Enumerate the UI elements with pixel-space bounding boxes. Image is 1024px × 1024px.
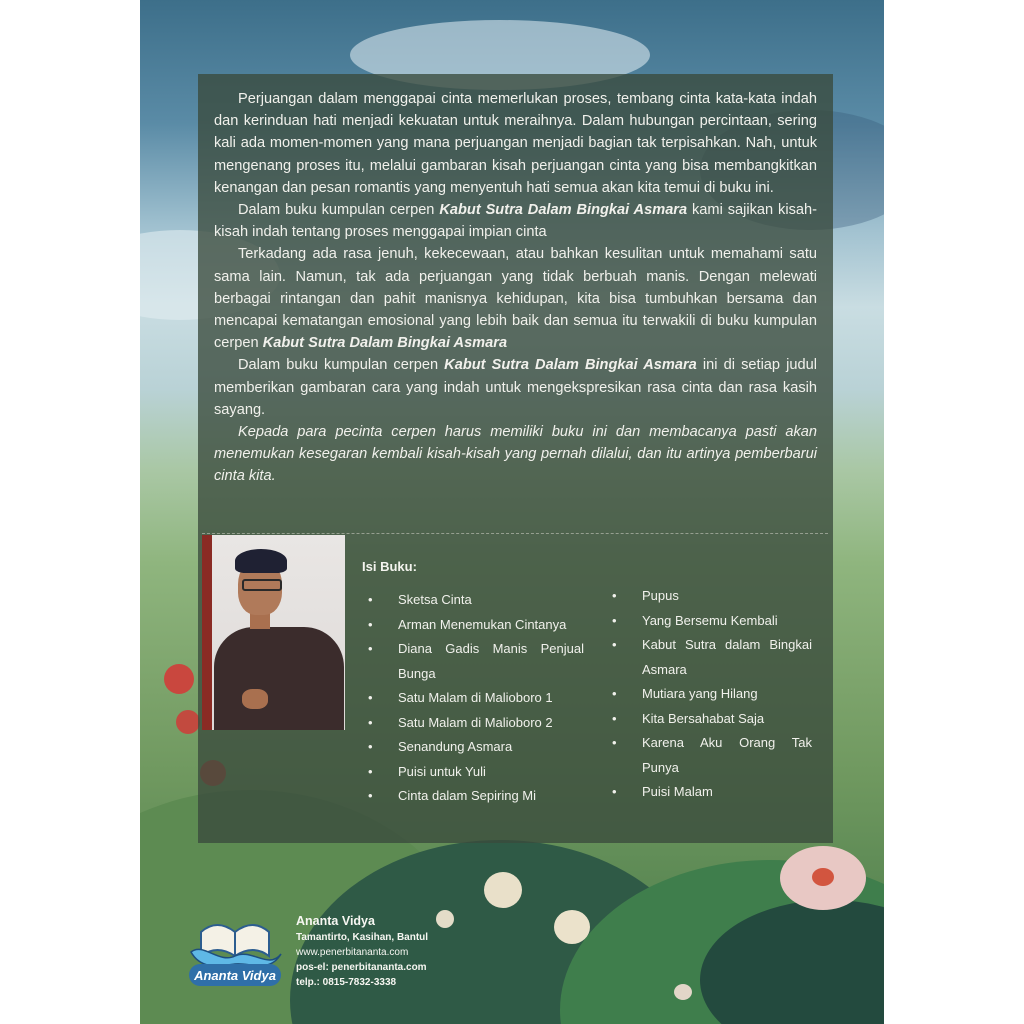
back-cover-blurb — [214, 88, 817, 488]
toc-item: • Karena Aku Orang Tak Punya — [606, 731, 812, 780]
toc-item: • Senandung Asmara — [362, 735, 584, 760]
toc-item: • Cinta dalam Sepiring Mi — [362, 784, 584, 809]
blurb-paragraph: Perjuangan dalam menggapai cinta memerlukan proses, tembang cinta kata-kata indah dan kerinduan hati menjadi kekuatan untuk meraihnya. Dalam hubungan percintaan, sering kali ada momen-momen yang mana perjuangan menjadi bagian tak terpisahkan. Nah, untuk mengenang proses itu, melalui gambaran kisah perjuangan cinta yang bisa membangkitkan kenangan dan pesan romantis yang menyentuh hati semua akan kita temui di buku ini. — [214, 91, 817, 196]
toc-item: • Arman Menemukan Cintanya — [362, 613, 584, 638]
publisher-address: Tamantirto, Kasihan, Bantul — [296, 932, 429, 943]
blurb-paragraph — [214, 199, 817, 243]
publisher-name: Ananta Vidya — [296, 914, 375, 928]
blurb-text: Dalam buku kumpulan cerpen — [238, 202, 440, 219]
flower-shape — [554, 910, 590, 944]
toc-list-right — [606, 584, 812, 805]
book-title-text: Kabut Sutra Dalam Bingkai Asmara — [444, 357, 697, 374]
author-glasses — [242, 579, 282, 591]
flower-shape — [164, 664, 194, 694]
book-title-text: Kabut Sutra Dalam Bingkai Asmara — [262, 335, 508, 352]
blurb-text: Dalam buku kumpulan cerpen — [238, 357, 445, 374]
publisher-logo — [183, 912, 287, 990]
toc-item: • Puisi Malam — [606, 780, 812, 805]
blurb-paragraph — [214, 243, 817, 354]
book-title-text: Kabut Sutra Dalam Bingkai Asmara — [439, 202, 688, 219]
publisher-phone: telp.: 0815-7832-3338 — [296, 977, 397, 988]
flower-shape — [176, 710, 200, 734]
logo-text: Ananta Vidya — [194, 968, 276, 983]
toc-item: • Mutiara yang Hilang — [606, 682, 812, 707]
toc-item: • Yang Bersemu Kembali — [606, 609, 812, 634]
publisher-website: www.penerbitananta.com — [296, 947, 409, 958]
blurb-paragraph — [214, 354, 817, 421]
flower-shape — [812, 868, 834, 886]
author-headwear — [235, 549, 287, 573]
toc-title: Isi Buku: — [362, 559, 417, 574]
toc-item: • Sketsa Cinta — [362, 588, 584, 613]
toc-item: • Diana Gadis Manis Penjual Bunga — [362, 637, 584, 686]
toc-item: • Satu Malam di Malioboro 2 — [362, 711, 584, 736]
toc-item: • Kabut Sutra dalam Bingkai Asmara — [606, 633, 812, 682]
flower-shape — [674, 984, 692, 1000]
author-hand — [242, 689, 268, 709]
toc-item: • Satu Malam di Malioboro 1 — [362, 686, 584, 711]
dashed-divider — [202, 533, 828, 534]
toc-item: • Pupus — [606, 584, 812, 609]
toc-item: • Puisi untuk Yuli — [362, 760, 584, 785]
blurb-text: ini di setiap judul memberikan gambaran cara yang indah untuk mengekspresikan rasa cinta dan rasa kasih sayang. — [214, 357, 817, 418]
flower-shape — [484, 872, 522, 908]
blurb-text: kami sajikan kisah-kisah indah tentang proses menggapai impian cinta — [214, 202, 817, 241]
blurb-text: Terkadang ada rasa jenuh, kekecewaan, atau bahkan kesulitan untuk memahami satu sama lain. Namun, tak ada perjuangan yang tidak berbuah manis. Dengan melewati berbagai rintangan dan pahit manisnya kehidupan, kita bisa tumbuhkan bersama dan mencapai kematangan emosional yang lebih baik dan semua itu terwakili di buku kumpulan cerpen — [214, 246, 817, 352]
author-photo — [202, 535, 345, 730]
photo-background-strip — [202, 535, 212, 730]
author-body — [214, 627, 344, 730]
blurb-paragraph: Kepada para pecinta cerpen harus memiliki buku ini dan membacanya pasti akan menemukan kesegaran kembali kisah-kisah yang pernah dilalui, dan itu artinya pemberbarui cinta kita. — [214, 424, 817, 485]
open-book-icon — [183, 912, 287, 990]
publisher-info — [296, 912, 428, 990]
publisher-email: pos-el: penerbitananta.com — [296, 962, 427, 973]
toc-item: • Kita Bersahabat Saja — [606, 707, 812, 732]
flower-shape — [436, 910, 454, 928]
toc-list-left — [362, 588, 584, 809]
